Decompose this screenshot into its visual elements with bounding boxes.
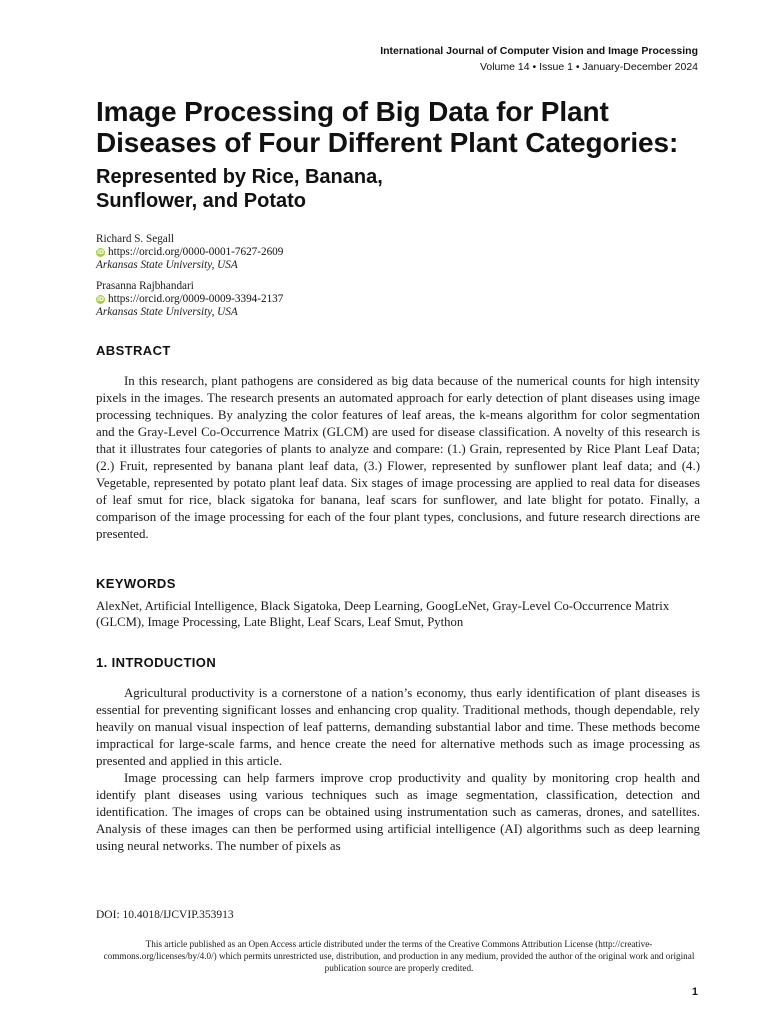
author-affiliation: Arkansas State University, USA — [96, 306, 238, 318]
keywords-heading: KEYWORDS — [96, 576, 176, 591]
author-affiliation: Arkansas State University, USA — [96, 259, 238, 271]
orcid-icon: iD — [96, 249, 105, 256]
page-number: 1 — [691, 986, 698, 998]
author-list — [96, 233, 496, 325]
introduction-paragraph: Agricultural productivity is a cornerstone of a nation’s economy, thus early identification of plant diseases is essential for preventing significant losses and enhancing crop quality. Traditional methods, though dependable, rely heavily on manual visual inspection of leaf patterns, demanding substantial labor and time. These methods become impractical for large-scale farms, and hence create the need for alternative methods such as image processing as presented and applied in this article. — [96, 686, 700, 768]
orcid-row — [96, 293, 496, 306]
abstract-paragraph: In this research, plant pathogens are considered as big data because of the numerical counts for high intensity pixels in the images. The research presents an automated approach for early detection of plant diseases using image processing techniques. By analyzing the color features of leaf areas, the k-means algorithm for color segmentation and the Gray-Level Co-Occurrence Matrix (GLCM) are used for disease classification. A novelty of this research is that it illustrates four categories of plants to analyze and compare: (1.) Grain, represented by Rice Plant Leaf Data; (2.) Fruit, represented by banana plant leaf data, (3.) Flower, represented by sunflower plant leaf data; and (4.) Vegetable, represented by potato plant leaf data. Six stages of image processing are applied to real data for diseases of leaf smut for rice, black sigatoka for banana, leaf scars for sunflower, and late blight for potato. Finally, a comparison of the image processing for each of the four plant types, conclusions, and future research directions are presented. — [96, 374, 700, 541]
author-name: Richard S. Segall — [96, 233, 174, 245]
article-title: Image Processing of Big Data for Plant Diseases of Four Different Plant Categories: — [96, 96, 679, 158]
introduction-body — [96, 685, 700, 855]
introduction-heading: 1. INTRODUCTION — [96, 655, 217, 670]
author-name: Prasanna Rajbhandari — [96, 280, 194, 292]
introduction-paragraph: Image processing can help farmers improve crop productivity and quality by monitoring crop health and identify plant diseases using various techniques such as image segmentation, classification, detection and identification. The images of crops can be obtained using instrumentation such as cameras, drones, and satellites. Analysis of these images can then be performed using artificial intelligence (AI) algorithms such as deep learning using neural networks. The number of pixels as — [96, 771, 700, 853]
orcid-icon: iD — [96, 296, 105, 303]
keywords-list: AlexNet, Artificial Intelligence, Black Sigatoka, Deep Learning, GoogLeNet, Gray-Level Co-Occurrence Matrix (GLCM), Image Processing, Late Blight, Leaf Scars, Leaf Smut, Python — [96, 599, 670, 629]
journal-issue: Volume 14 • Issue 1 • January-December 2024 — [479, 61, 698, 73]
license-notice: This article published as an Open Access article distributed under the terms of the Creative Commons Attribution License (http://creative-commons.org/licenses/by/4.0/) which permits unrestricted use, distribution, and production in any medium, provided the author of the original work and original publication source are properly credited. — [103, 939, 695, 973]
orcid-link[interactable]: https://orcid.org/0000-0001-7627-2609 — [108, 246, 284, 258]
article-subtitle: Represented by Rice, Banana, Sunflower, and Potato — [96, 166, 383, 212]
orcid-row — [96, 246, 496, 259]
journal-header — [380, 44, 698, 74]
orcid-link[interactable]: https://orcid.org/0009-0009-3394-2137 — [108, 293, 284, 305]
journal-name: International Journal of Computer Vision and Image Processing — [380, 45, 698, 57]
author-block — [96, 280, 496, 319]
author-block — [96, 233, 496, 272]
abstract-heading: ABSTRACT — [96, 343, 171, 358]
doi: DOI: 10.4018/IJCVIP.353913 — [96, 909, 234, 921]
abstract-body — [96, 373, 700, 543]
